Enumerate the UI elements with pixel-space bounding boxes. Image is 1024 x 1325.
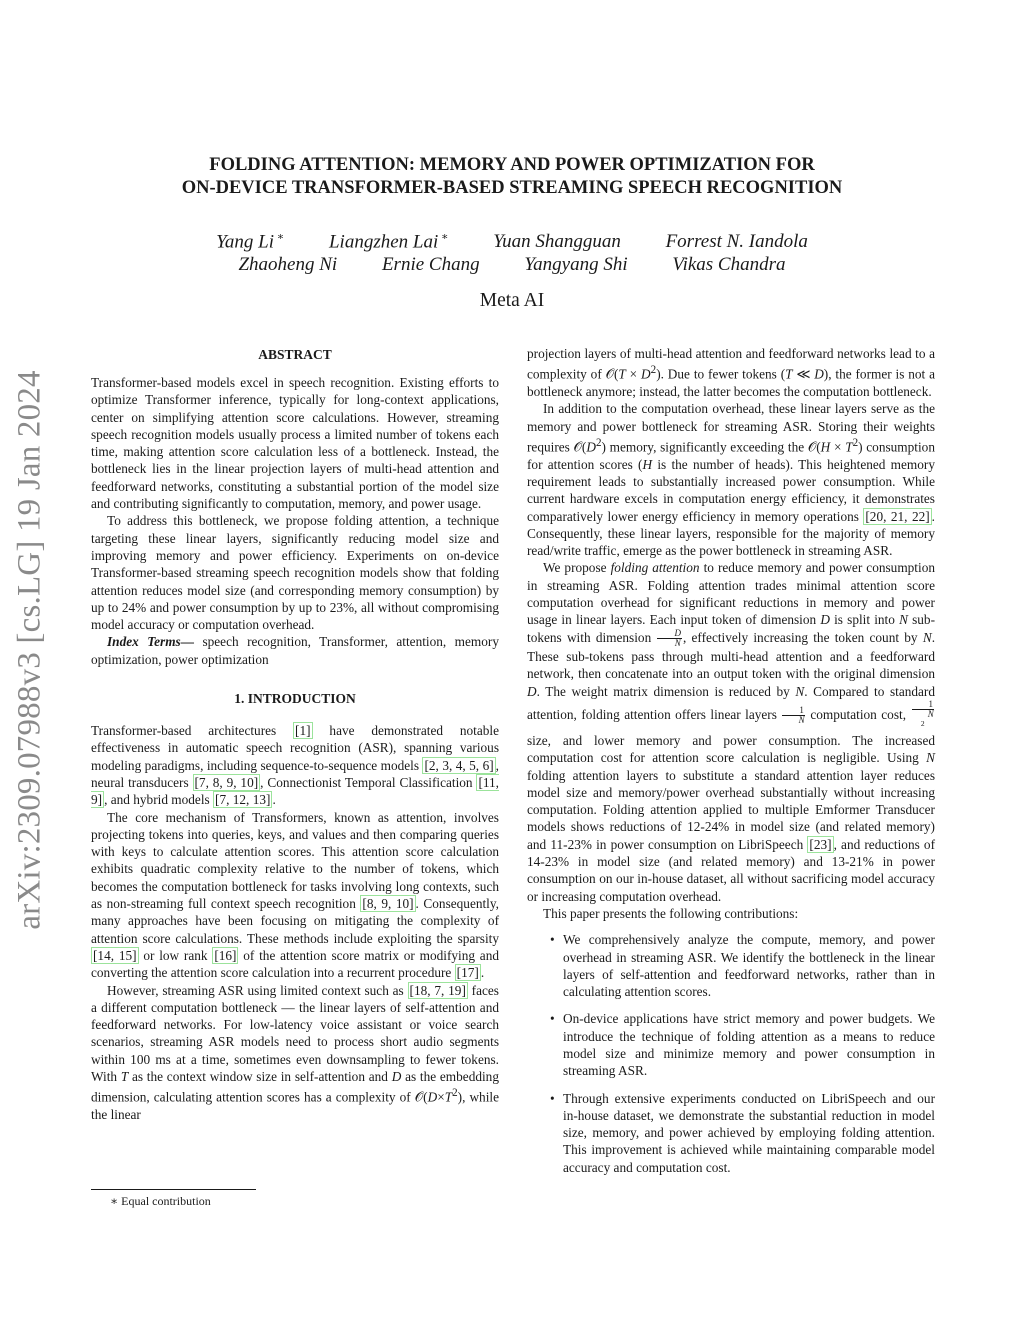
list-item: • We comprehensively analyze the compute, memory, and power overhead in streaming ASR. We identify the bottleneck in the linear layers of self-attention and feedforward networks, rather than in calculating attention scores. (527, 931, 935, 1000)
list-item: • On-device applications have strict memory and power budgets. We introduce the technique of folding attention as a means to reduce model size and minimize memory and power consumption in streaming ASR. (527, 1010, 935, 1079)
paper-title (100, 154, 924, 200)
arxiv-identifier: arXiv:2309.07988v3 [cs.LG] 19 Jan 2024 (11, 370, 48, 930)
intro-paragraph-3: However, streaming ASR using limited context such as [18, 7, 19] faces a different computation bottleneck — the linear layers of self-attention and feedforward networks. For low-latency voice assistant or voice search scenarios, streaming ASR models need to process short audio segments within 100 ms at a time, sometimes even downsampling to fewer tokens. With T as the context window size in self-attention and D as the embedding dimension, calculating attention scores has a complexity of $𝒪(D\times T^2)$, while the linear (91, 982, 499, 1122)
citation-link[interactable]: [23] (809, 836, 832, 852)
intro-paragraph-1: Transformer-based architectures [1] have demonstrated notable effectiveness in automatic speech recognition (ASR), spanning various modeling paradigms, including sequence-to-sequence models [2, 3, 4, 5, 6] , neural transducers [7, 8, 9, 10] , Connectionist Temporal Classification [11, 9] , and hybrid models [7, 12, 13] . (91, 723, 499, 808)
citation-link[interactable]: [7, 8, 9, 10] (194, 774, 259, 790)
intro-paragraph-6: This paper presents the following contributions: (543, 905, 799, 921)
list-item: • Through extensive experiments conducted on LibriSpeech and our in-house dataset, we demonstrate the substantial reduction in model size, memory, and power achieved by employing folding attention. This improvement is achieved while maintaining comparable model accuracy and computation cost. (527, 1090, 935, 1176)
author: Yuan Shangguan (493, 231, 621, 253)
author: Forrest N. Iandola (665, 231, 808, 253)
intro-paragraph-2: The core mechanism of Transformers, known as attention, involves projecting tokens into queries, keys, and values and then comparing queries with keys to calculate attention scores. This attention score calculation exhibits quadratic complexity relative to the number of tokens, which becomes the computation bottleneck for tasks involving long contexts, such as non-streaming full context speech recognition [8, 9, 10] . Consequently, many approaches have been focusing on mitigating the complexity of attention score calculations. These methods include exploiting the sparsity [14, 15] or low rank [16] of the attention score matrix or modifying and converting the attention score calculation into a recurrent procedure [17] . (91, 809, 499, 981)
title-line-1: FOLDING ATTENTION: MEMORY AND POWER OPTIMIZATION FOR (209, 155, 815, 175)
citation-link[interactable]: [11, 9] (91, 774, 499, 808)
right-column (527, 345, 935, 1186)
footnote-rule (91, 1189, 256, 1190)
abstract-paragraph-1: Transformer-based models excel in speech recognition. Existing efforts to optimize Transformer inference, typically for long-context applications, center on simplifying attention score calculations. However, streaming speech recognition models usually process a limited number of tokens each time, making attention score calculation less of a bottleneck. Instead, the bottleneck lies in the linear projection layers of multi-head attention and feedforward networks, constituting a substantial portion of the model size and contributing significantly to computation, memory, and power usage. (91, 375, 499, 512)
citation-link[interactable]: [18, 7, 19] (409, 982, 466, 998)
abstract-heading: ABSTRACT (258, 347, 332, 362)
affiliation: Meta AI (479, 290, 545, 311)
index-terms: Index Terms— speech recognition, Transformer, attention, memory optimization, power optimization (91, 634, 499, 667)
citation-link[interactable]: [14, 15] (93, 947, 137, 963)
author: Yangyang Shi (524, 254, 628, 276)
introduction-heading: 1. INTRODUCTION (234, 691, 356, 707)
intro-paragraph-4: In addition to the computation overhead, these linear layers serve as the memory and power bottleneck for streaming ASR. Storing their weights requires $𝒪(D^2)$ memory, significantly exceeding the 𝒪(H × $T^2$) consumption for attention scores (H is the number of heads). This heightened memory requirement leads to substantially increased power consumption. While current hardware excels in computation energy efficiency, it demonstrates comparatively lower energy efficiency in memory operations [20, 21, 22] . Consequently, these linear layers, responsible for the majority of memory read/write traffic, emerge as the power bottleneck in streaming ASR. (527, 401, 935, 559)
fraction-d-over-n: $\frac{D}{N}$ (657, 629, 682, 648)
intro-paragraph-3-continued: projection layers of multi-head attention and feedforward networks lead to a complexity of 𝒪(T × $D^2$). Due to fewer tokens (T ≪ D), the former is not a bottleneck anymore; instead, the latter becomes the computation bottleneck. (527, 346, 936, 400)
author-row-2 (100, 253, 924, 276)
fraction-1-over-n: $\frac{1}{N}$ (782, 706, 805, 725)
fraction-1-over-n-squared: 1 N $^2$ (912, 700, 935, 732)
author: Liangzhen Lai ∗ (328, 231, 449, 253)
contributions-list (527, 931, 935, 1176)
citation-link[interactable]: [8, 9, 10] (362, 896, 414, 912)
author: Ernie Chang (381, 254, 480, 276)
citation-link[interactable]: [2, 3, 4, 5, 6] (424, 757, 494, 773)
citation-link[interactable]: [17] (456, 965, 479, 981)
intro-paragraph-5: We propose folding attention to reduce memory and power consumption in streaming ASR. Folding attention trades minimal attention score computation overhead for significant reductions in memory and power usage in linear layers. Each input token of dimension D is split into N sub-tokens with dimension $\frac{D}{N}$ , effectively increasing the token count by N. These sub-tokens pass through multi-head attention and a feedforward network, then concatenate into an output token with the original dimension D. The weight matrix dimension is reduced by N. Compared to standard attention, folding attention offers linear layers $\frac{1}{N}$ computation cost, 1 N $^2$ size, and lower memory and power consumption. The increased computation cost for attention score calculation is negligible. Using N folding attention layers to substitute a standard attention layer reduces model size and memory/power overhead substantially without increasing computation. Folding attention applied to multiple Emformer Transducer models shows reductions of 12-24% in model size (and related memory) and 11-23% in power consumption on LibriSpeech [23] , and reductions of 14-23% in model size (and related memory) and 13-21% in power consumption on our in-house dataset, all without sacrificing model accuracy or increasing computation overhead. (527, 560, 936, 904)
citation-link[interactable]: [20, 21, 22] (865, 508, 930, 524)
citation-link[interactable]: [16] (214, 947, 237, 963)
author: Yang Li ∗ (216, 231, 285, 253)
citation-link[interactable]: [7, 12, 13] (215, 792, 271, 808)
left-column (91, 346, 499, 1123)
author-list (100, 226, 924, 276)
footnote: ∗ Equal contribution (110, 1194, 211, 1208)
citation-link[interactable]: [1] (295, 723, 311, 739)
author: Zhaoheng Ni (238, 254, 338, 276)
arxiv-identifier-sidebar (2, 355, 58, 945)
author: Vikas Chandra (672, 254, 786, 276)
title-line-2: ON-DEVICE TRANSFORMER-BASED STREAMING SPEECH RECOGNITION (181, 178, 843, 198)
author-row-1 (100, 226, 924, 253)
abstract-paragraph-2: To address this bottleneck, we propose folding attention, a technique targeting these linear layers, significantly reducing model size and improving memory and power efficiency. Experiments on on-device Transformer-based streaming speech recognition models show that folding attention reduces model size (and corresponding memory consumption) by up to 24% and power consumption by up to 23%, all without compromising model accuracy or computation overhead. (91, 513, 499, 633)
